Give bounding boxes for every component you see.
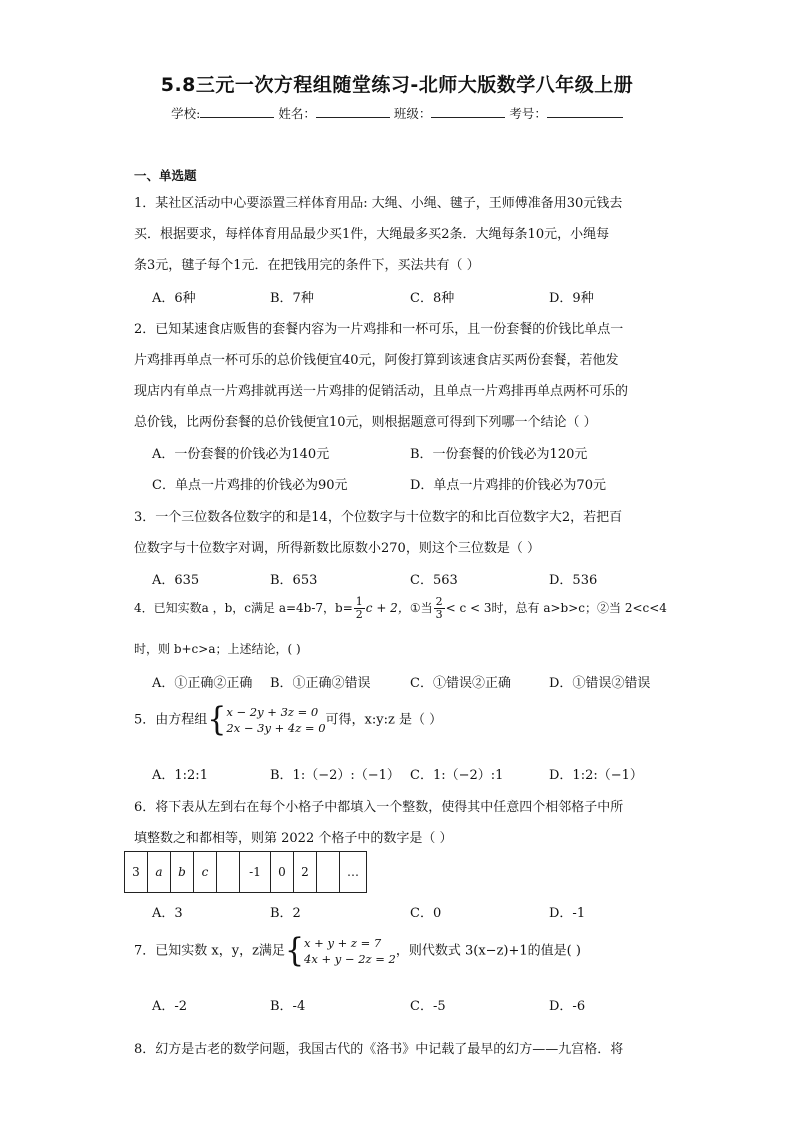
q3-option-c[interactable]: C．563: [410, 573, 458, 588]
q2-line-1: 2．已知某速食店贩售的套餐内容为一片鸡排和一杯可乐，且一份套餐的价钱比单点一: [134, 322, 624, 337]
q7-brace: {: [284, 931, 305, 970]
q7-text-pre: 7．已知实数 x，y，z满足: [134, 943, 285, 959]
class-blank[interactable]: [431, 105, 505, 118]
q4-frac2-numerator: 2: [435, 595, 443, 608]
exam-number-label: 考号：: [509, 106, 547, 121]
name-label: 姓名：: [278, 106, 316, 121]
grid-cell: -1: [240, 852, 271, 893]
q4-option-c[interactable]: C．①错误②正确: [410, 676, 511, 691]
grid-cell: a: [148, 852, 171, 893]
grid-cell: …: [340, 852, 367, 893]
q4-frac1-numerator: 1: [355, 595, 363, 608]
grid-cell: c: [194, 852, 217, 893]
q1-line-1: 1．某社区活动中心要添置三样体育用品: 大绳、小绳、毽子，王师傅准备用30元钱去: [134, 196, 623, 211]
q4-circle-1: ①: [409, 601, 421, 615]
q5-equation-system: [226, 704, 325, 736]
q1-line-3: 条3元，毽子每个1元．在把钱用完的条件下，买法共有（ ）: [134, 258, 480, 273]
q7-option-d[interactable]: D．-6: [549, 999, 586, 1014]
q7-option-b[interactable]: B．-4: [270, 999, 306, 1014]
q8-line-1: 8．幻方是古老的数学问题，我国古代的《洛书》中记载了最早的幻方——九宫格．将: [134, 1042, 624, 1057]
q1-option-c[interactable]: C．8种: [410, 291, 455, 306]
grid-cell: 2: [294, 852, 317, 893]
q3-option-d[interactable]: D．536: [549, 573, 598, 588]
q5-option-c[interactable]: C．1:（−2）:1: [410, 768, 504, 783]
q2-line-3: 现店内有单点一片鸡排就再送一片鸡排的促销活动，且单点一片鸡排再单点两杯可乐的: [134, 384, 629, 399]
q4-line-1: [134, 596, 667, 621]
q2-option-d[interactable]: D．单点一片鸡排的价钱必为70元: [410, 478, 606, 493]
q7-equation-1: x + y + z = 7: [304, 936, 382, 950]
q3-line-1: 3．一个三位数各位数字的和是14，个位数字与十位数字的和比百位数字大2，若把百: [134, 510, 623, 525]
q6-option-a[interactable]: A．3: [152, 906, 183, 921]
q3-option-b[interactable]: B．653: [270, 573, 318, 588]
q6-line-1: 6．将下表从左到右在每个小格子中都填入一个整数，使得其中任意四个相邻格子中所: [134, 800, 624, 815]
student-info-line: [0, 104, 794, 122]
q4-option-a[interactable]: A．①正确②正确: [152, 676, 253, 691]
q5-equation-2: 2x − 3y + 4z = 0: [226, 721, 326, 735]
section-heading: 一、单选题: [134, 168, 197, 183]
q5-line: [134, 700, 443, 739]
school-label: 学校:: [171, 106, 201, 121]
q1-option-d[interactable]: D．9种: [549, 291, 594, 306]
q1-line-2: 买．根据要求，每样体育用品最少买1件，大绳最多买2条．大绳每条10元，小绳每: [134, 227, 610, 242]
q5-option-d[interactable]: D．1:2:（−1）: [549, 768, 643, 783]
grid-cell: b: [171, 852, 194, 893]
q1-option-a[interactable]: A．6种: [152, 291, 196, 306]
q2-line-2: 片鸡排再单点一杯可乐的总价钱便宜40元，阿俊打算到该速食店买两份套餐，若他发: [134, 353, 619, 368]
q6-grid-row: [125, 852, 367, 893]
q4-text-mid3: < c < 3时，总有 a>b>c；: [445, 601, 597, 615]
exam-number-blank[interactable]: [547, 105, 623, 118]
q4-line-2: 时，则 b+c>a；上述结论，( ): [134, 642, 301, 656]
q6-number-grid: [124, 851, 367, 893]
q4-option-b[interactable]: B．①正确②错误: [270, 676, 371, 691]
page-title: 5.8三元一次方程组随堂练习-北师大版数学八年级上册: [160, 74, 634, 96]
q2-option-a[interactable]: A．一份套餐的价钱必为140元: [152, 447, 330, 462]
q4-text-mid2: 当: [420, 601, 433, 615]
q4-frac1-denominator: 2: [355, 608, 363, 621]
grid-cell: 3: [125, 852, 148, 893]
q4-text-mid4: 当 2<c<4: [609, 601, 667, 615]
q6-option-c[interactable]: C．0: [410, 906, 442, 921]
school-blank[interactable]: [200, 105, 274, 118]
q6-line-2: 填整数之和都相等，则第 2022 个格子中的数字是（ ）: [134, 831, 453, 846]
q5-text-post: 可得，x:y:z 是（ ）: [325, 712, 443, 728]
q5-option-b[interactable]: B．1:（−2）:（−1）: [270, 768, 400, 783]
q3-line-2: 位数字与十位数字对调，所得新数比原数小270，则这个三位数是（ ）: [134, 541, 540, 556]
q2-line-4: 总价钱，比两份套餐的总价钱便宜10元，则根据题意可得到下列哪一个结论（ ）: [134, 415, 597, 430]
q4-text-mid1: c + 2，: [365, 601, 410, 615]
q7-text-post: ，则代数式 3(x−z)+1的值是( ): [395, 943, 581, 959]
q7-option-a[interactable]: A．-2: [152, 999, 188, 1014]
class-label: 班级：: [393, 106, 432, 121]
name-blank[interactable]: [316, 105, 390, 118]
q7-line: [134, 931, 581, 970]
q5-brace: {: [207, 700, 227, 739]
q6-option-b[interactable]: B．2: [270, 906, 301, 921]
grid-cell: [317, 852, 340, 893]
q1-option-b[interactable]: B．7种: [270, 291, 314, 306]
q7-equation-2: 4x + y − 2z = 2: [304, 952, 396, 966]
q2-option-c[interactable]: C．单点一片鸡排的价钱必为90元: [152, 478, 348, 493]
q4-frac2-denominator: 3: [435, 608, 443, 621]
q2-option-b[interactable]: B．一份套餐的价钱必为120元: [410, 447, 588, 462]
q5-text-pre: 5．由方程组: [134, 712, 208, 728]
q4-option-d[interactable]: D．①错误②错误: [549, 676, 651, 691]
q3-option-a[interactable]: A．635: [152, 573, 200, 588]
q5-option-a[interactable]: A．1:2:1: [152, 768, 208, 783]
q5-equation-1: x − 2y + 3z = 0: [226, 705, 319, 719]
q6-option-d[interactable]: D．-1: [549, 906, 586, 921]
q7-equation-system: [304, 935, 396, 967]
grid-cell: [217, 852, 240, 893]
q4-text-pre: 4．已知实数a ，b，c满足 a=4b-7，b=: [134, 601, 353, 615]
q4-circle-2: ②: [597, 601, 610, 615]
q7-option-c[interactable]: C．-5: [410, 999, 446, 1014]
q4-fraction-half: [354, 596, 365, 621]
q4-fraction-two-thirds: [434, 596, 445, 621]
grid-cell: 0: [271, 852, 294, 893]
